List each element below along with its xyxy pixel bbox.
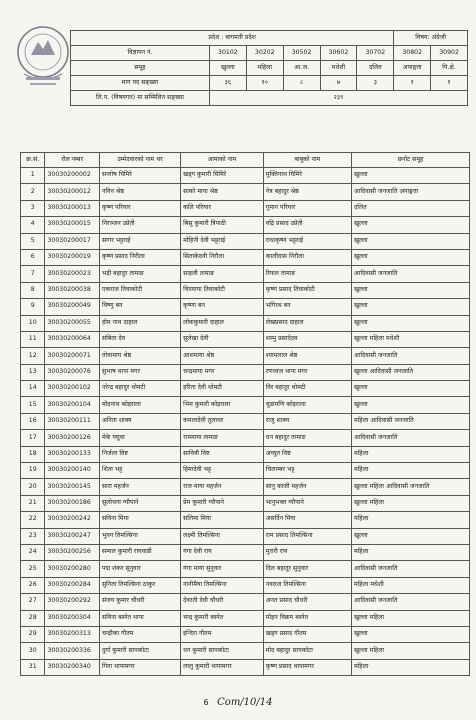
table-row xyxy=(21,266,470,282)
roll-number-cell: 30030200017 xyxy=(45,233,100,249)
table-row xyxy=(21,331,470,347)
father-name-cell: भगिरथ बन xyxy=(263,299,351,315)
selection-group-cell: खुल्ला महिला xyxy=(352,610,470,626)
group-cell: आ.ज. xyxy=(283,61,320,76)
ad-number-cell: 30802 xyxy=(394,46,431,61)
father-name-cell: धन बहादुर तामाङ xyxy=(263,430,351,446)
table-row xyxy=(21,446,470,462)
mother-name-cell: धन कुमारी सापकोटा xyxy=(181,643,264,659)
serial-cell: 2 xyxy=(21,184,45,200)
selection-group-cell: खुल्ला आदिवासी जनजाति xyxy=(352,364,470,380)
candidate-table xyxy=(20,152,470,676)
mother-name-cell: चन्द्र कुमारी बस्नेत xyxy=(181,610,264,626)
demand-cell: १० xyxy=(246,76,283,91)
selection-group-cell: खुल्ला xyxy=(352,299,470,315)
roll-number-cell: 30030200280 xyxy=(45,561,100,577)
serial-cell: 5 xyxy=(21,233,45,249)
father-name-cell: कृष्ण प्रसाद थापामगर xyxy=(263,659,351,675)
mother-name-cell: भिम कुमारी कोइराला xyxy=(181,397,264,413)
table-row xyxy=(21,348,470,364)
mother-name-cell: खड्ग कुमारी घिमिरे xyxy=(181,168,264,184)
ad-number-cell: 30602 xyxy=(320,46,357,61)
candidate-name-cell: नरेन्द्र बहादुर थोमटी xyxy=(99,381,180,397)
father-name-cell: चुडामणि कोइराला xyxy=(263,397,351,413)
candidate-name-cell: सागर भट्टराई xyxy=(99,233,180,249)
header-mother-name: आमाको नाम xyxy=(181,153,264,168)
mother-name-cell: साइली तामाङ xyxy=(181,266,264,282)
serial-cell: 3 xyxy=(21,200,45,216)
serial-cell: 13 xyxy=(21,364,45,380)
candidate-name-cell: एकराज तिवाकोटी xyxy=(99,282,180,298)
father-name-cell: अच्युत विष्ट xyxy=(263,446,351,462)
candidate-name-cell: सविना मिया xyxy=(99,512,180,528)
table-row xyxy=(21,430,470,446)
roll-number-cell: 30030200055 xyxy=(45,315,100,331)
serial-cell: 18 xyxy=(21,446,45,462)
commission-seal-stamp xyxy=(14,22,72,92)
table-row xyxy=(21,413,470,429)
selection-group-cell: खुल्ला xyxy=(352,397,470,413)
selection-group-cell: खुल्ला xyxy=(352,282,470,298)
candidate-name-cell: सुभाष थापा मगर xyxy=(99,364,180,380)
serial-cell: 21 xyxy=(21,495,45,511)
table-row xyxy=(21,610,470,626)
signature: Com/10/14 xyxy=(217,697,273,708)
selection-group-cell: दलित xyxy=(352,200,470,216)
candidate-name-cell: अनिता शाक्य xyxy=(99,413,180,429)
father-name-cell: मुक्तिनाथ घिमिरे xyxy=(263,168,351,184)
mother-name-cell: मोहिनी देवी भट्टराई xyxy=(181,233,264,249)
father-name-cell: खड्ग प्रसाद गौतम xyxy=(263,626,351,642)
serial-cell: 9 xyxy=(21,299,45,315)
written-exam-label: लि.प. (विषयगत) मा सम्मिलित सङ्ख्या xyxy=(71,91,210,106)
mother-name-cell: साको माया श्रेष्ठ xyxy=(181,184,264,200)
mother-name-cell: आशमाया श्रेष्ठ xyxy=(181,348,264,364)
selection-group-cell: खुल्ला महिला xyxy=(352,643,470,659)
father-name-cell: असर्दिन मिया xyxy=(263,512,351,528)
father-name-cell: गुमान परियार xyxy=(263,200,351,216)
selection-group-cell: खुल्ला xyxy=(352,626,470,642)
selection-group-cell: खुल्ला xyxy=(352,249,470,265)
table-row xyxy=(21,364,470,380)
selection-group-cell: खुल्ला महिला आदिवासी जनजाति xyxy=(352,479,470,495)
table-row xyxy=(21,381,470,397)
serial-cell: 31 xyxy=(21,659,45,675)
roll-number-cell: 30030200313 xyxy=(45,626,100,642)
candidate-name-cell: कृष्ण प्रसाद निरौला xyxy=(99,249,180,265)
table-row xyxy=(21,643,470,659)
roll-number-cell: 30030200186 xyxy=(45,495,100,511)
ad-number-cell: 30902 xyxy=(431,46,468,61)
father-name-cell: लेखप्रसाद दाहाल xyxy=(263,315,351,331)
ad-number-cell: 30702 xyxy=(357,46,394,61)
serial-cell: 7 xyxy=(21,266,45,282)
selection-group-cell: खुल्ला xyxy=(352,381,470,397)
selection-group-cell: महिला मधेशी xyxy=(352,577,470,593)
selection-group-cell: खुल्ला xyxy=(352,233,470,249)
table-row xyxy=(21,561,470,577)
candidate-name-cell: सबिता देव xyxy=(99,331,180,347)
roll-number-cell: 30030200111 xyxy=(45,413,100,429)
mother-name-cell: गंगा माया सुनुवार xyxy=(181,561,264,577)
candidate-name-cell: भद्री बहादुर तामाङ xyxy=(99,266,180,282)
candidate-name-cell: सन्तोष घिमिरे xyxy=(99,168,180,184)
demand-cell: १ xyxy=(394,76,431,91)
mother-name-cell: राज माया महर्जन xyxy=(181,479,264,495)
father-name-cell: राम प्रसाद तिमल्सिना xyxy=(263,528,351,544)
candidate-name-cell: चन्द्रीका गौतम xyxy=(99,626,180,642)
group-cell: दलित xyxy=(357,61,394,76)
serial-cell: 23 xyxy=(21,528,45,544)
selection-group-cell: आदिवासी जनजाति xyxy=(352,348,470,364)
mother-name-cell: इन्दिरा गौतम xyxy=(181,626,264,642)
table-row xyxy=(21,495,470,511)
selection-group-cell: खुल्ला xyxy=(352,217,470,233)
page-footer xyxy=(0,697,476,708)
ad-number-label: विज्ञापन नं. xyxy=(71,46,210,61)
roll-number-cell: 30030200140 xyxy=(45,463,100,479)
father-name-cell: रणध्वज थापा मगर xyxy=(263,364,351,380)
serial-cell: 17 xyxy=(21,430,45,446)
father-name-cell: रिफल तामाङ xyxy=(263,266,351,282)
serial-cell: 24 xyxy=(21,544,45,560)
roll-number-cell: 30030200064 xyxy=(45,331,100,347)
candidate-name-cell: भुवन तिमल्सिना xyxy=(99,528,180,544)
mother-name-cell: कृष्णा बन xyxy=(181,299,264,315)
father-name-cell: नेत्र बहादुर श्रेष्ठ xyxy=(263,184,351,200)
table-row xyxy=(21,512,470,528)
selection-group-cell: खुल्ला महिला मधेशी xyxy=(352,331,470,347)
mother-name-cell: गंगा देवी राय xyxy=(181,544,264,560)
father-name-cell: कालीदास निरौला xyxy=(263,249,351,265)
candidate-name-cell: नविन श्रेष्ठ xyxy=(99,184,180,200)
candidate-name-cell: दुर्गा कुमारी सापकोटा xyxy=(99,643,180,659)
selection-group-cell: महिला xyxy=(352,446,470,462)
candidate-name-cell: सविना बस्नेत थापा xyxy=(99,610,180,626)
serial-cell: 8 xyxy=(21,282,45,298)
father-name-cell: मोहन विक्रम बस्नेत xyxy=(263,610,351,626)
candidate-name-cell: सुनिता तिमल्सिना ठाकुर xyxy=(99,577,180,593)
group-cell: खुल्ला xyxy=(209,61,246,76)
mother-name-cell: देवरती देवी चौधरी xyxy=(181,594,264,610)
candidate-name-cell: मेके यघुवा xyxy=(99,430,180,446)
table-row xyxy=(21,479,470,495)
father-name-cell: राधाकृष्ण भट्टराई xyxy=(263,233,351,249)
table-row xyxy=(21,463,470,479)
roll-number-cell: 30030200336 xyxy=(45,643,100,659)
table-row xyxy=(21,184,470,200)
roll-number-cell: 30030200102 xyxy=(45,381,100,397)
roll-number-cell: 30030200340 xyxy=(45,659,100,675)
roll-number-cell: 30030200104 xyxy=(45,397,100,413)
header-candidate-name: उम्मेदवारको नाम थर xyxy=(99,153,180,168)
group-cell: अपाङ्गता xyxy=(394,61,431,76)
vacancy-summary-table xyxy=(70,30,468,106)
candidate-name-cell: कृष्ण परियार xyxy=(99,200,180,216)
mother-name-cell: बिसु कुमारी त्रिपाठी xyxy=(181,217,264,233)
candidate-name-cell: मोदनाथ कोइराला xyxy=(99,397,180,413)
table-row xyxy=(21,217,470,233)
candidate-name-cell: गिता थापामगर xyxy=(99,659,180,675)
roll-number-cell: 30030200019 xyxy=(45,249,100,265)
serial-cell: 10 xyxy=(21,315,45,331)
selection-group-cell: आदिवासी जनजाति xyxy=(352,594,470,610)
serial-cell: 19 xyxy=(21,463,45,479)
mother-name-cell: हिमादेवी भट्ट xyxy=(181,463,264,479)
table-row xyxy=(21,233,470,249)
mother-name-cell: लोककुमारी दाहाल xyxy=(181,315,264,331)
mother-name-cell: सिताकेदवी निरौला xyxy=(181,249,264,265)
father-name-cell: श्यामलाल श्रेष्ठ xyxy=(263,348,351,364)
selection-group-cell: आदिवासी जनजाति xyxy=(352,266,470,282)
serial-cell: 25 xyxy=(21,561,45,577)
father-name-cell: वद्रि प्रसाद उप्रेती xyxy=(263,217,351,233)
father-name-cell: भानुभक्त ग्यौपाने xyxy=(263,495,351,511)
father-name-cell: मुरारी राय xyxy=(263,544,351,560)
header-father-name: बाबुको नाम xyxy=(263,153,351,168)
candidate-name-cell: निर्जला विष्ट xyxy=(99,446,180,462)
candidate-name-cell: होम नाथ दाहाल xyxy=(99,315,180,331)
serial-cell: 4 xyxy=(21,217,45,233)
header-serial: क्र.सं. xyxy=(21,153,45,168)
header-roll-number: रोल नम्बर xyxy=(45,153,100,168)
mother-name-cell: सावित्री विष्ट xyxy=(181,446,264,462)
demand-label: माग पद सङ्ख्या xyxy=(71,76,210,91)
selection-group-cell: महिला xyxy=(352,512,470,528)
roll-number-cell: 30030200145 xyxy=(45,479,100,495)
selection-group-cell: महिला आदिवासी जनजाति xyxy=(352,413,470,429)
selection-group-cell: आदिवासी जनजाति अपाङ्गता xyxy=(352,184,470,200)
mother-name-cell: लालु कुमारी थापामगर xyxy=(181,659,264,675)
mother-name-cell: सुलेखा देवी xyxy=(181,331,264,347)
ad-number-cell: 30502 xyxy=(283,46,320,61)
selection-group-cell: खुल्ला xyxy=(352,528,470,544)
mother-name-cell: चिरमाया तिवाकोटी xyxy=(181,282,264,298)
serial-cell: 16 xyxy=(21,413,45,429)
father-name-cell: सानु काजी महर्जन xyxy=(263,479,351,495)
selection-group-cell: खुल्ला xyxy=(352,168,470,184)
table-row xyxy=(21,200,470,216)
table-row xyxy=(21,626,470,642)
mother-name-cell: नानीमैया तिमल्सिना xyxy=(181,577,264,593)
roll-number-cell: 30030200133 xyxy=(45,446,100,462)
mother-name-cell: कमलादेवी तुलाधर xyxy=(181,413,264,429)
serial-cell: 26 xyxy=(21,577,45,593)
table-row xyxy=(21,659,470,675)
serial-cell: 14 xyxy=(21,381,45,397)
roll-number-cell: 30030200304 xyxy=(45,610,100,626)
serial-cell: 27 xyxy=(21,594,45,610)
roll-number-cell: 30030200015 xyxy=(45,217,100,233)
page-number: 6 xyxy=(203,698,209,707)
candidate-name-cell: सुलोचना ग्यौपाने xyxy=(99,495,180,511)
table-row xyxy=(21,594,470,610)
roll-number-cell: 30030200247 xyxy=(45,528,100,544)
subject-label: विषय: अंग्रेजी xyxy=(394,31,468,46)
table-row xyxy=(21,282,470,298)
roll-number-cell: 30030200256 xyxy=(45,544,100,560)
selection-group-cell: महिला xyxy=(352,463,470,479)
table-row xyxy=(21,168,470,184)
roll-number-cell: 30030200002 xyxy=(45,168,100,184)
table-row xyxy=(21,299,470,315)
father-name-cell: दिल बहादुर सुनुवार xyxy=(263,561,351,577)
demand-cell: ८ xyxy=(283,76,320,91)
roll-number-cell: 30030200049 xyxy=(45,299,100,315)
table-row xyxy=(21,577,470,593)
candidate-name-cell: विष्णु बन xyxy=(99,299,180,315)
serial-cell: 15 xyxy=(21,397,45,413)
roll-number-cell: 30030200076 xyxy=(45,364,100,380)
mother-name-cell: हरिता देवी थोमटी xyxy=(181,381,264,397)
table-row xyxy=(21,528,470,544)
candidate-name-cell: सम्वल कुमारी राघवाडी xyxy=(99,544,180,560)
serial-cell: 29 xyxy=(21,626,45,642)
mother-name-cell: कलि परियार xyxy=(181,200,264,216)
roll-number-cell: 30030200284 xyxy=(45,577,100,593)
roll-number-cell: 30030200023 xyxy=(45,266,100,282)
serial-cell: 30 xyxy=(21,643,45,659)
table-row xyxy=(21,249,470,265)
roll-number-cell: 30030200071 xyxy=(45,348,100,364)
demand-cell: ३ xyxy=(357,76,394,91)
mother-name-cell: प्रेम कुमारी ग्यौपाने xyxy=(181,495,264,511)
father-name-cell: शम्भु प्रसादेदव xyxy=(263,331,351,347)
ad-number-cell: 30102 xyxy=(209,46,246,61)
father-name-cell: राजु शाक्य xyxy=(263,413,351,429)
ad-number-cell: 30202 xyxy=(246,46,283,61)
serial-cell: 22 xyxy=(21,512,45,528)
table-row xyxy=(21,397,470,413)
serial-cell: 11 xyxy=(21,331,45,347)
serial-cell: 28 xyxy=(21,610,45,626)
roll-number-cell: 30030200013 xyxy=(45,200,100,216)
group-label: समूह xyxy=(71,61,210,76)
group-cell: महिला xyxy=(246,61,283,76)
written-exam-total: २३९ xyxy=(209,91,467,106)
group-cell: पि.क्षे. xyxy=(431,61,468,76)
candidate-name-cell: शिता भट्ट xyxy=(99,463,180,479)
selection-group-cell: आदिवासी जनजाति xyxy=(352,561,470,577)
demand-cell: १ xyxy=(431,76,468,91)
group-cell: मधेशी xyxy=(320,61,357,76)
candidate-name-cell: संजय कुमार चौधरी xyxy=(99,594,180,610)
selection-group-cell: आदिवासी जनजाति xyxy=(352,430,470,446)
serial-cell: 6 xyxy=(21,249,45,265)
table-row xyxy=(21,544,470,560)
roll-number-cell: 30030200292 xyxy=(45,594,100,610)
candidate-name-cell: पद्म शंकर सुनुवार xyxy=(99,561,180,577)
father-name-cell: नवराज तिमल्सिना xyxy=(263,577,351,593)
header-selection-group: छनोट समूह xyxy=(352,153,470,168)
selection-group-cell: खुल्ला महिला xyxy=(352,495,470,511)
mother-name-cell: लक्ष्मी तिमल्सिना xyxy=(181,528,264,544)
demand-cell: ३६ xyxy=(209,76,246,91)
selection-group-cell: खुल्ला xyxy=(352,315,470,331)
table-header-row xyxy=(21,153,470,168)
serial-cell: 1 xyxy=(21,168,45,184)
mother-name-cell: सलिमा मिया xyxy=(181,512,264,528)
roll-number-cell: 30030200126 xyxy=(45,430,100,446)
candidate-name-cell: निरञ्जन उप्रेती xyxy=(99,217,180,233)
candidate-name-cell: सारा महर्जन xyxy=(99,479,180,495)
serial-cell: 12 xyxy=(21,348,45,364)
province-label: प्रदेश : बागमती प्रदेश xyxy=(71,31,394,46)
demand-cell: ७ xyxy=(320,76,357,91)
selection-group-cell: महिला xyxy=(352,659,470,675)
father-name-cell: चिलाम्बर भट्ट xyxy=(263,463,351,479)
roll-number-cell: 30030200038 xyxy=(45,282,100,298)
table-row xyxy=(21,315,470,331)
father-name-cell: मोद बहादुर सापकोटा xyxy=(263,643,351,659)
mother-name-cell: चन्द्रमाया मगर xyxy=(181,364,264,380)
selection-group-cell: महिला xyxy=(352,544,470,560)
mother-name-cell: राममाया तामाङ xyxy=(181,430,264,446)
father-name-cell: अनत प्रसाद चौधरी xyxy=(263,594,351,610)
candidate-name-cell: तोयामाय श्रेष्ठ xyxy=(99,348,180,364)
roll-number-cell: 30030200012 xyxy=(45,184,100,200)
roll-number-cell: 30030200242 xyxy=(45,512,100,528)
serial-cell: 20 xyxy=(21,479,45,495)
father-name-cell: कृष्ण प्रसाद तिवाकोटी xyxy=(263,282,351,298)
father-name-cell: विर बहादुर थोमटी xyxy=(263,381,351,397)
